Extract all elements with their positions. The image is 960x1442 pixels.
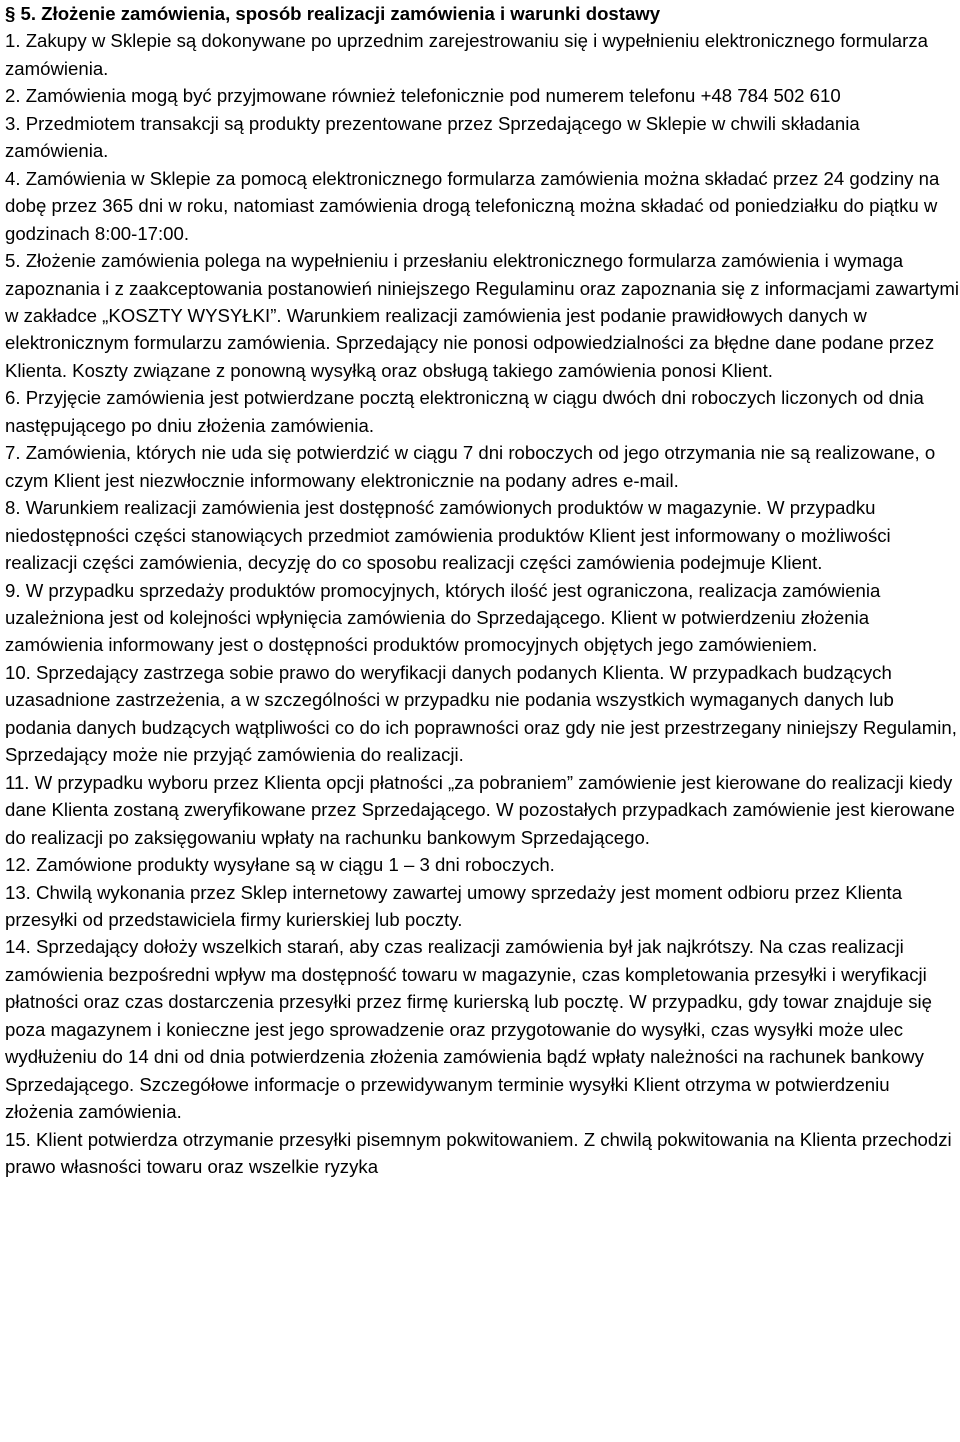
- list-item: [5, 247, 960, 384]
- list-item: [5, 577, 960, 659]
- item-number: 1.: [5, 30, 21, 52]
- item-text: Złożenie zamówienia polega na wypełnieniu i przesłaniu elektronicznego formularza zamówienia i wymaga zapoznania i z zaakceptowania postanowień niniejszego Regulaminu oraz zapoznania się z informacjami zawartymi w zakładce „KOSZTY WYSYŁKI”. Warunkiem realizacji zamówienia jest podanie prawidłowych danych w elektronicznym formularzu zamówienia. Sprzedający nie ponosi odpowiedzialności za błędne dane podane przez Klienta. Koszty związane z ponowną wysyłką oraz obsługą takiego zamówienia ponosi Klient.: [5, 250, 959, 381]
- list-item: [5, 82, 960, 109]
- item-text: Zamówione produkty wysyłane są w ciągu 1 – 3 dni roboczych.: [36, 854, 555, 876]
- item-text: Przedmiotem transakcji są produkty prezentowane przez Sprzedającego w Sklepie w chwili składania zamówienia.: [5, 112, 860, 162]
- item-text: Sprzedający dołoży wszelkich starań, aby czas realizacji zamówienia był jak najkrótszy. Na czas realizacji zamówienia bezpośredni wpływ ma dostępność towaru w magazynie, czas kompletowania przesyłki i weryfikacji płatności oraz czas dostarczenia przesyłki przez firmę kurierską lub pocztę. W przypadku, gdy towar znajduje się poza magazynem i konieczne jest jego sprowadzenie oraz przygotowanie do wysyłki, czas wysyłki może ulec wydłużeniu do 14 dni od dnia potwierdzenia złożenia zamówienia bądź wpłaty należności na rachunek bankowy Sprzedającego. Szczegółowe informacje o przewidywanym terminie wysyłki Klient otrzyma w potwierdzeniu złożenia zamówienia.: [5, 936, 932, 1123]
- item-text: Zamówienia mogą być przyjmowane również telefonicznie pod numerem telefonu +48 784 502 610: [25, 85, 841, 107]
- item-number: 8.: [5, 497, 21, 519]
- item-text: Zamówienia, których nie uda się potwierdzić w ciągu 7 dni roboczych od jego otrzymania nie są realizowane, o czym Klient jest niezwłocznie informowany elektronicznie na podany adres e-mail.: [5, 442, 936, 491]
- item-number: 10.: [5, 661, 31, 683]
- section-heading: § 5. Złożenie zamówienia, sposób realizacji zamówienia i warunki dostawy: [5, 3, 661, 24]
- item-number: 13.: [5, 881, 31, 903]
- item-text: Zakupy w Sklepie są dokonywane po uprzednim zarejestrowaniu się i wypełnieniu elektronicznego formularza zamówienia.: [5, 30, 928, 79]
- item-number: 3.: [5, 112, 21, 134]
- item-number: 12.: [5, 854, 31, 876]
- item-number: 4.: [5, 167, 21, 189]
- item-number: 9.: [5, 579, 21, 601]
- list-item: [5, 769, 960, 851]
- list-item: [5, 439, 960, 494]
- list-item: [5, 110, 960, 165]
- document-page: [5, 0, 960, 1180]
- item-number: 11.: [5, 771, 30, 793]
- item-text: Zamówienia w Sklepie za pomocą elektronicznego formularza zamówienia można składać przez 24 godziny na dobę przez 365 dni w roku, natomiast zamówienia drogą telefoniczną można składać od poniedziałku do piątku w godzinach 8:00-17:00.: [5, 167, 940, 244]
- list-item: [5, 1126, 960, 1181]
- item-text: Warunkiem realizacji zamówienia jest dostępność zamówionych produktów w magazynie. W przypadku niedostępności części stanowiących przedmiot zamówienia produktów Klient jest informowany o możliwości realizacji części zamówienia, decyzję do co sposobu realizacji części zamówienia podejmuje Klient.: [5, 497, 891, 574]
- numbered-list: [5, 27, 960, 1180]
- list-item: [5, 27, 960, 82]
- item-text: Chwilą wykonania przez Sklep internetowy zawartej umowy sprzedaży jest moment odbioru przez Klienta przesyłki od przedstawiciela firmy kurierskiej lub poczty.: [5, 881, 903, 930]
- item-text: Sprzedający zastrzega sobie prawo do weryfikacji danych podanych Klienta. W przypadkach budzących uzasadnione zastrzeżenia, a w szczególności w przypadku nie podania wszystkich wymaganych danych lub podania danych budzących wątpliwości co do ich poprawności oraz gdy nie jest przestrzegany niniejszy Regulamin, Sprzedający może nie przyjąć zamówienia do realizacji.: [5, 661, 957, 766]
- item-text: Przyjęcie zamówienia jest potwierdzane pocztą elektroniczną w ciągu dwóch dni roboczych liczonych od dnia następującego po dniu złożenia zamówienia.: [5, 387, 924, 436]
- item-number: 15.: [5, 1128, 31, 1150]
- item-number: 7.: [5, 442, 21, 464]
- item-text: Klient potwierdza otrzymanie przesyłki pisemnym pokwitowaniem. Z chwilą pokwitowania na Klienta przechodzi prawo własności towaru oraz wszelkie ryzyka: [5, 1128, 952, 1178]
- item-number: 5.: [5, 250, 21, 272]
- list-item: [5, 494, 960, 576]
- list-item: [5, 879, 960, 934]
- list-item: [5, 165, 960, 247]
- item-text: W przypadku sprzedaży produktów promocyjnych, których ilość jest ograniczona, realizacja zamówienia uzależniona jest od kolejności wpłynięcia zamówienia do Sprzedającego. Klient w potwierdzeniu złożenia zamówienia informowany jest o dostępności produktów promocyjnych objętych jego zamówieniem.: [5, 579, 881, 656]
- item-text: W przypadku wyboru przez Klienta opcji płatności „za pobraniem” zamówienie jest kierowane do realizacji kiedy dane Klienta zostaną zweryfikowane przez Sprzedającego. W pozostałych przypadkach zamówienie jest kierowane do realizacji po zaksięgowaniu wpłaty na rachunku bankowym Sprzedającego.: [5, 771, 955, 848]
- list-item: [5, 933, 960, 1125]
- list-item: [5, 384, 960, 439]
- list-item: [5, 851, 960, 878]
- item-number: 2.: [5, 85, 21, 107]
- item-number: 6.: [5, 387, 21, 409]
- list-item: [5, 659, 960, 769]
- item-number: 14.: [5, 936, 31, 958]
